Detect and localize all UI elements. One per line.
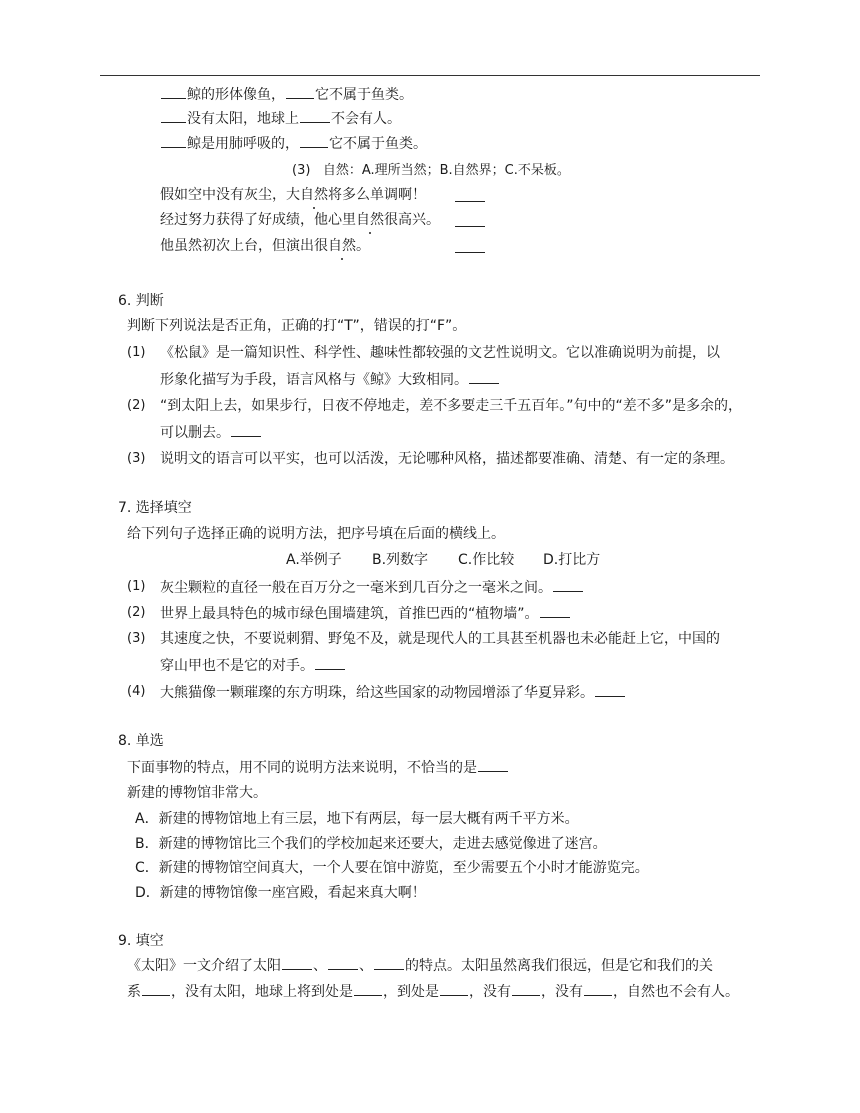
question-8-stem: 下面事物的特点，用不同的说明方法来说明，不恰当的是	[127, 757, 509, 778]
q7-item-3-line-1: 其速度之快，不要说刺猬、野兔不及，就是现代人的工具甚至机器也未必能赶上它，中国的	[160, 631, 720, 647]
item-number: (4)	[127, 684, 146, 699]
answer-blank[interactable]	[315, 655, 345, 670]
q6-item-3-line-1: 说明文的语言可以平实，也可以活泼，无论哪种风格，描述都要准确、清楚、有一定的条理。	[160, 451, 734, 467]
question-9-title: 9. 填空	[118, 933, 164, 949]
item-number: (1)	[127, 579, 146, 594]
item-number: (2)	[127, 605, 146, 620]
answer-blank[interactable]	[161, 108, 186, 123]
item-number: (3)	[127, 451, 146, 466]
q6-item-1-line-1: 《松鼠》是一篇知识性、科学性、趣味性都较强的文艺性说明文。它以准确说明为前提，以	[160, 345, 720, 361]
answer-blank[interactable]	[300, 108, 330, 123]
answer-blank[interactable]	[161, 133, 186, 148]
q9-line-2: 系 ，没有太阳，地球上将到处是 ，到处是 ，没有 ，没有 ，自然也不会有人。	[127, 981, 739, 1002]
fill-line-a: 鲸的形体像鱼， 它不属于鱼类。	[160, 84, 413, 105]
answer-blank[interactable]	[478, 757, 508, 772]
sentence-2: 经过努力获得了好成绩，他心里自然很高兴。	[160, 212, 440, 228]
answer-blank[interactable]	[161, 84, 186, 99]
sentence-3: 他虽然初次上台，但演出很自然。	[160, 238, 370, 254]
q8-option-c[interactable]: C．新建的博物馆空间真大，一个人要在馆中游览，至少需要五个小时才能游览完。	[135, 860, 649, 876]
q7-item-3-line-2: 穿山甲也不是它的对手。	[160, 655, 346, 676]
item-number: (2)	[127, 398, 146, 413]
q8-option-b[interactable]: B．新建的博物馆比三个我们的学校加起来还要大，走进去感觉像进了迷宫。	[135, 836, 607, 852]
q7-option-d: D.打比方	[543, 552, 601, 568]
fill-line-b: 没有太阳，地球上 不会有人。	[160, 108, 401, 129]
header-rule	[100, 75, 760, 76]
q7-item-4: 大熊猫像一颗璀璨的东方明珠，给这些国家的动物园增添了华夏异彩。	[160, 682, 626, 703]
q8-option-a[interactable]: A．新建的博物馆地上有三层，地下有两层，每一层大概有两千平方米。	[135, 811, 579, 827]
q6-item-1-line-2: 形象化描写为手段，语言风格与《鲸》大致相同。	[160, 369, 500, 390]
answer-blank[interactable]	[553, 577, 583, 592]
question-6-intro: 判断下列说法是否正角，正确的打“T”，错误的打“F”。	[127, 318, 467, 334]
answer-blank[interactable]	[354, 981, 382, 996]
answer-blank[interactable]	[584, 981, 612, 996]
question-7-title: 7. 选择填空	[118, 500, 192, 516]
item-number: (3)	[127, 631, 146, 646]
q6-item-2-line-2: 可以删去。	[160, 422, 262, 443]
item-number: (1)	[127, 345, 146, 360]
question-6-title: 6. 判断	[118, 293, 164, 309]
answer-blank[interactable]	[540, 603, 570, 618]
answer-blank[interactable]	[455, 187, 485, 202]
sub-question-3: (3) 自然：A.理所当然；B.自然界；C.不呆板。	[292, 163, 570, 178]
dotted-word: 自然	[300, 187, 328, 203]
question-8-given: 新建的博物馆非常大。	[127, 785, 267, 801]
question-7-intro: 给下列句子选择正确的说明方法，把序号填在后面的横线上。	[127, 526, 505, 542]
dotted-word: 自然	[356, 212, 384, 228]
answer-blank[interactable]	[328, 955, 358, 970]
answer-blank[interactable]	[455, 238, 485, 253]
q7-option-b: B.列数字	[372, 552, 429, 568]
answer-blank[interactable]	[374, 955, 404, 970]
answer-blank[interactable]	[300, 133, 328, 148]
answer-blank[interactable]	[469, 369, 499, 384]
question-8-title: 8. 单选	[118, 733, 164, 749]
answer-blank[interactable]	[286, 84, 314, 99]
answer-blank[interactable]	[282, 955, 312, 970]
fill-line-c: 鲸是用肺呼吸的， 它不属于鱼类。	[160, 133, 427, 154]
answer-blank[interactable]	[512, 981, 540, 996]
q7-item-2: 世界上最具特色的城市绿色围墙建筑，首推巴西的“植物墙”。	[160, 603, 571, 624]
q8-option-d[interactable]: D．新建的博物馆像一座宫殿，看起来真大啊！	[135, 885, 426, 901]
answer-blank[interactable]	[142, 981, 170, 996]
q9-line-1: 《太阳》一文介绍了太阳 、 、 的特点。太阳虽然离我们很远，但是它和我们的关	[127, 955, 713, 976]
sentence-1: 假如空中没有灰尘，大自然将多么单调啊！	[160, 187, 426, 203]
answer-blank[interactable]	[595, 682, 625, 697]
q6-item-2-line-1: “到太阳上去，如果步行，日夜不停地走，差不多要走三千五百年。”句中的“差不多”是多余的，	[160, 398, 743, 414]
answer-blank[interactable]	[455, 212, 485, 227]
answer-blank[interactable]	[440, 981, 468, 996]
dotted-word: 自然	[328, 238, 356, 254]
q7-item-1: 灰尘颗粒的直径一般在百万分之一毫米到几百分之一毫米之间。	[160, 577, 584, 598]
q7-option-c: C.作比较	[458, 552, 515, 568]
q7-option-a: A.举例子	[286, 552, 342, 568]
answer-blank[interactable]	[231, 422, 261, 437]
